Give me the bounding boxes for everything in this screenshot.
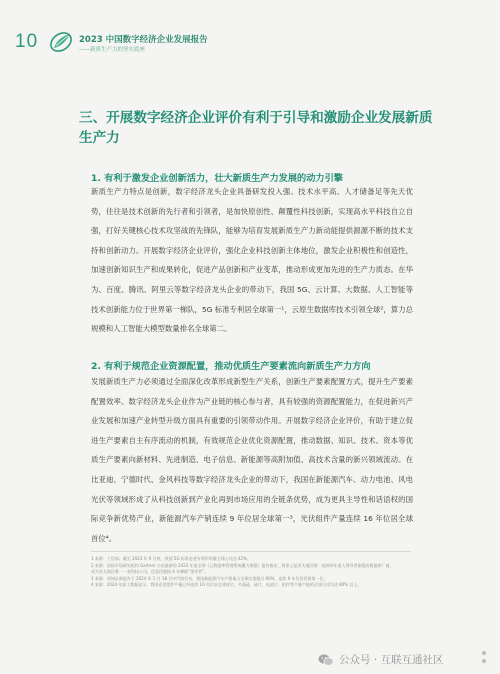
more-dots-icon: [482, 651, 486, 663]
report-subtitle: ——新质生产力的坚实底座: [79, 47, 146, 53]
subsection-paragraph-1: 新质生产力特点是创新，数字经济龙头企业具备研发投入强、技术水平高、人才储备足等先天优势，往往是技术创新的先行者和引领者，是加快原创性、颠覆性科技创新，实现高水平科技自立自强，打好关键核心技术攻坚战的先锋队，能够为培育发展新质生产力新动能提供源源不断的技术支持和创新动力。开展数字经济企业评价，强化企业科技创新主体地位，激发企业积极性和创造性，加速创新知识生产和成果转化，促进产品创新和产业变革，推动形成更加先进的生产力质态。在华为、百度、腾讯、阿里云等数字经济龙头企业的带动下，我国 5G、云计算、大数据、人工智能等技术创新能力位于世界第一梯队，5G 标准专利居全球第一¹，云原生数据库技术引领全球²，算力总规模和人工智能大模型数量排名全球第二。: [91, 187, 413, 334]
subsection-heading-1: 1. 有利于激发企业创新活力，壮大新质生产力发展的动力引擎: [91, 173, 343, 184]
footnote-divider: [91, 551, 411, 552]
page-number: 10: [15, 31, 39, 52]
subsection-heading-2: 2. 有利于规范企业资源配置，推动优质生产要素流向新质生产力方向: [91, 361, 371, 372]
report-title: 2023 中国数字经济企业发展报告: [79, 35, 208, 45]
section-heading: 三、开展数字经济企业评价有利于引导和激励企业发展新质生产力: [79, 110, 433, 146]
watermark-text: 公众号 · 互联互通社区: [339, 654, 444, 666]
footnote-2: 2 来源：国际市场研究机构 Gartner 公布最新的 2023 年度全球《云数据库管理系统魔力象限》报告指出，阿里云是亚太地区唯一连续四年进入领导者象限的数据库厂商。: [91, 562, 394, 568]
wechat-icon: [318, 653, 334, 667]
footnote-4: 4 来源：2024 年高工数据显示，我国光伏组件产量已经连续 16 年位居全球首位，多晶硅、硅片、电池片、组件等产量产能的全球占比均达 80% 以上。: [91, 582, 362, 588]
footnotes: [91, 556, 413, 589]
footnote-1: 1 来源：工信部。截至 2023 年 9 月底，我国 5G 标准必要专利声明量全球占比达 42%。: [91, 556, 251, 561]
footnote-3: 3 来源：周知匠新报告于 2024 年 1 月 18 日中汽协发布，我国新能源汽车产销量占全球比重超过 60%，连续 9 年位居世界第一位。: [91, 575, 328, 581]
report-logo-icon: [48, 29, 74, 55]
footnote-2-cont: 成为亚太地区唯一一家科技公司。信息化链接 4 年蝉联“领导者”。: [91, 569, 209, 575]
watermark: [318, 652, 444, 667]
subsection-paragraph-2: 发展新质生产力必须通过全面深化改革形成新型生产关系，创新生产要素配置方式，提升生产要素配置效率。数字经济龙头企业作为产业链的核心参与者，具有较强的资源配置能力，在促进新兴产业发展和加速产业转型升级方面具有重要的引领带动作用。开展数字经济企业评价，有助于建立促进生产要素自主有序流动的机制，有效规范企业优化资源配置，推动数据、知识、技术、资本等优质生产要素向新材料、先进制造、电子信息、新能源等高附加值、高技术含量的新兴领域流动。在比亚迪、宁德时代、金风科技等数字经济龙头企业的带动下，我国在新能源汽车、动力电池、风电光伏等领域形成了从科技创新到产业化再到市场应用的全链条优势，成为更具主导性和话语权的国际竞争新优势产业，新能源汽车产销连续 9 年位居全球第一³，光伏组件产量连续 16 年位居全球首位⁴。: [91, 377, 413, 543]
